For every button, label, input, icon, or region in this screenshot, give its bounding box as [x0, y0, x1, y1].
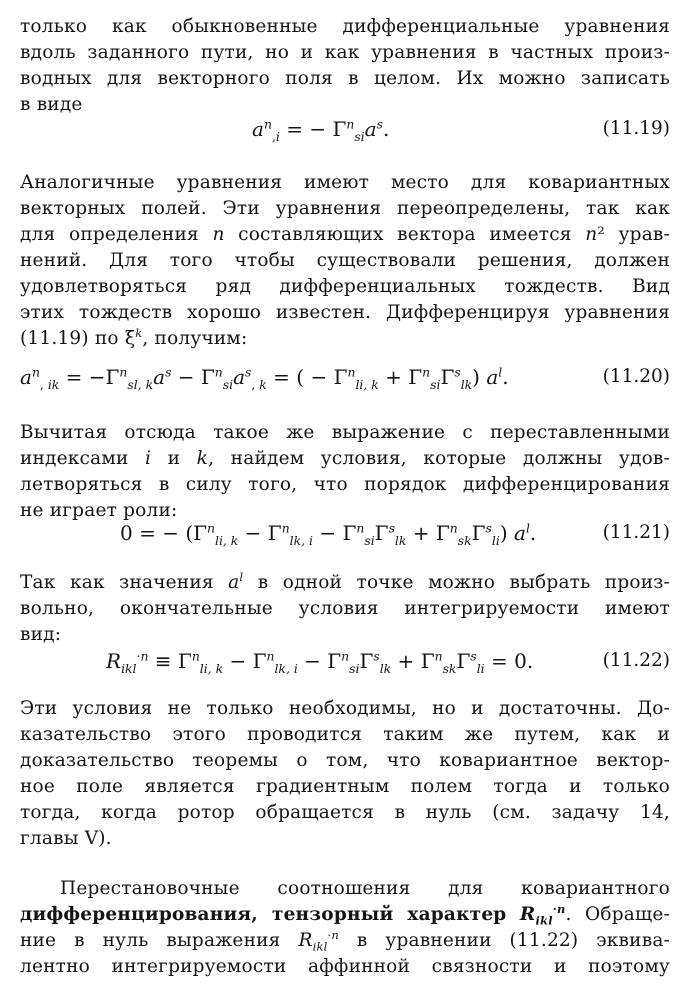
- text-line: лентно интегрируемости аффинной связности и поэтому: [20, 956, 670, 977]
- equation-formula: $a^n_{,i}$ = − $\Gamma^n_{si}a^s$.: [252, 116, 390, 144]
- text-line: казательство этого проводится таким же путем, как и: [20, 724, 670, 745]
- equation-number: (11.22): [602, 650, 670, 671]
- text-line: летворяться в силу того, что порядок дифференцирования: [20, 474, 670, 495]
- section-heading: Перестановочные соотношения для ковариантного: [60, 878, 670, 899]
- text-fragment: в уравнении (11.22) эквива-: [356, 930, 670, 951]
- equation-11-20: [20, 362, 670, 392]
- equation-number: (11.19): [602, 118, 670, 139]
- text-line: доказательство теоремы о том, что ковариантное вектор-: [20, 750, 670, 771]
- text-line: дифференцирования, тензорный характер $R_{ikl}^{\cdot n}$. Обраще-: [20, 901, 670, 928]
- equation-11-22: [20, 646, 670, 676]
- text-line: индексами i и k, найдем условия, которые должны удов-: [20, 448, 670, 469]
- equation-formula: $R_{ikl}^{\cdot n} \equiv \Gamma^n_{li, k} - \Gamma^n_{lk, i} - \Gamma^n_{si}\Gamma^s_{lk} + \Gamma^n_{sk}\Gamma^s_{li} = 0$.: [106, 648, 534, 676]
- text-line: вид:: [20, 624, 62, 645]
- text-line: векторных полей. Эти уравнения переопределены, так как: [20, 198, 670, 219]
- text-line: Так как значения $a^l$ в одной точке можно выбрать произ-: [20, 569, 670, 593]
- equation-formula: $a^n_{, ik} = -\Gamma^n_{sl, k}a^s - \Gamma^n_{si}a^s_{, k}$ = ( − $\Gamma^n_{li, k} + \Gamma^n_{si}\Gamma^s_{lk}$) $a^l$.: [20, 364, 509, 392]
- equation-number: (11.20): [602, 366, 670, 387]
- text-line: (11.19) по $\xi^k$, получим:: [20, 325, 248, 349]
- text-line: ние в нуль выражения $R_{ikl}^{\cdot n}$ в уравнении (11.22) эквива-: [20, 927, 670, 954]
- text-line: Вычитая отсюда такое же выражение с переставленными: [20, 422, 670, 443]
- equation-number: (11.21): [602, 522, 670, 543]
- text-line: только как обыкновенные дифференциальные уравнения: [20, 16, 670, 37]
- text-line: для определения n составляющих вектора имеется n² урав-: [20, 224, 670, 245]
- text-line: Эти условия не только необходимы, но и достаточны. До-: [20, 698, 670, 719]
- text-line: нений. Для того чтобы существовали решения, должен: [20, 250, 670, 271]
- text-line: ное поле является градиентным полем тогда и только: [20, 776, 670, 797]
- text-line: тогда, когда ротор обращается в нуль (см. задачу 14,: [20, 802, 670, 823]
- text-line: в виде: [20, 94, 83, 115]
- equation-formula: 0 = − $(\Gamma^n_{li, k} - \Gamma^n_{lk, i} - \Gamma^n_{si}\Gamma^s_{lk} + \Gamma^n_{sk}\Gamma^s_{li})$ $a^l$.: [120, 520, 537, 548]
- text-line: главы V).: [20, 828, 112, 849]
- equation-11-19: [20, 114, 670, 144]
- text-fragment: ние в нуль выражения: [20, 930, 281, 951]
- text-line: удовлетворяться ряд дифференциальных тождеств. Вид: [20, 276, 670, 297]
- text-line: не играет роли:: [20, 500, 178, 521]
- text-line: вольно, окончательные условия интегрируемости имеют: [20, 598, 670, 619]
- section-heading-tail: дифференцирования, тензорный характер: [20, 904, 507, 925]
- text-line: Аналогичные уравнения имеют место для ковариантных: [20, 172, 670, 193]
- text-line: вдоль заданного пути, но и как уравнения в частных произ-: [20, 42, 670, 63]
- equation-11-21: [20, 518, 670, 548]
- text-fragment: Обраще-: [585, 904, 670, 925]
- text-line: этих тождеств хорошо известен. Дифференцируя уравнения: [20, 302, 670, 323]
- text-line: водных для векторного поля в целом. Их можно записать: [20, 68, 670, 89]
